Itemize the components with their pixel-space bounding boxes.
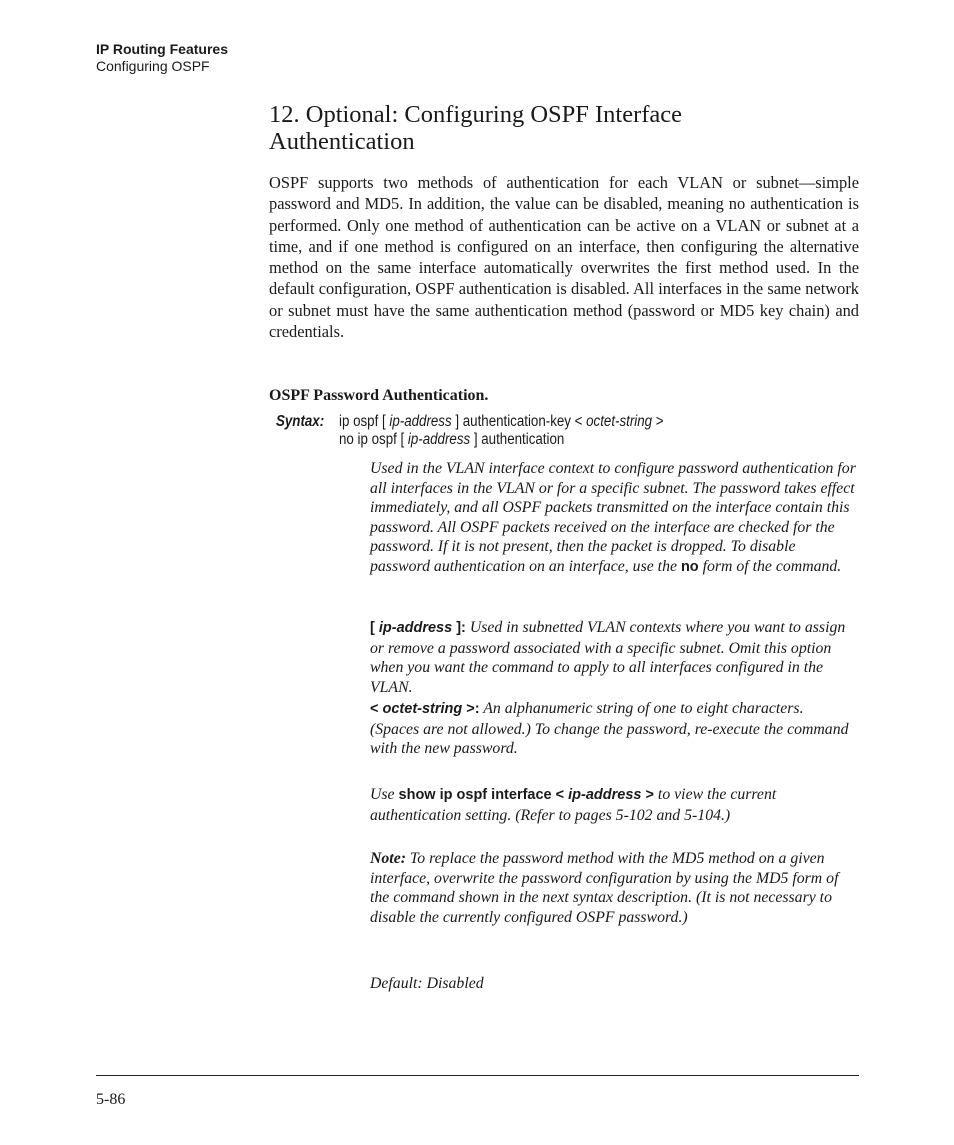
- description-note: Note: To replace the password method with the MD5 method on a given interface, overwrite the password configuration by using the MD5 form of the command shown in the next syntax description. (It is not necessary to disable the currently configured OSPF password.): [370, 850, 839, 926]
- description-default: Default: Disabled: [370, 975, 484, 992]
- intro-paragraph: OSPF supports two methods of authentication for each VLAN or subnet—simple password and MD5. In addition, the value can be disabled, meaning no authentication is performed. Only one method of authentication can be active on a VLAN or subnet at a time, and if one method is configured on an interface, then configuring the alternative method on the same interface automatically overwrites the first method used. In the default configuration, OSPF authentication is disabled. All interfaces in the same network or subnet must have the same authentication method (password or MD5 key chain) and credentials.: [269, 173, 859, 342]
- description-param-ip-address: [ ip-address ]: Used in subnetted VLAN contexts where you want to assign or remove a password associated with a specific subnet. Omit this option when you want the command to apply to all interfaces configured in the VLAN.: [370, 619, 846, 696]
- running-head-section: IP Routing Features: [96, 41, 228, 57]
- section-title: 12. Optional: Configuring OSPF Interface Authentication: [269, 101, 683, 155]
- page-number: 5-86: [96, 1091, 126, 1108]
- syntax-line-2: no ip ospf [ ip-address ] authentication: [339, 431, 565, 448]
- running-head-subsection: Configuring OSPF: [96, 58, 210, 74]
- footer-rule: [96, 1075, 859, 1076]
- description-use-show: Use show ip ospf interface < ip-address > to view the current authentication setting. (Refer to pages 5-102 and 5-104.): [370, 786, 777, 824]
- description-used: Used in the VLAN interface context to configure password authentication for all interfaces in the VLAN or for a specific subnet. The password takes effect immediately, and all OSPF packets transmitted on the interface contain this password. All OSPF packets received on the interface are checked for the password. If it is not present, then the packet is dropped. To disable password authentication on an interface, use the no form of the command.: [370, 460, 856, 575]
- description-param-octet-string: < octet-string >: An alphanumeric string of one to eight characters. (Spaces are not allowed.) To change the password, re-execute the command with the new password.: [370, 700, 849, 757]
- running-head: [96, 41, 496, 75]
- syntax-line-1: ip ospf [ ip-address ] authentication-key < octet-string >: [339, 413, 664, 430]
- subheading: OSPF Password Authentication.: [269, 387, 489, 404]
- syntax-label: Syntax:: [276, 413, 325, 430]
